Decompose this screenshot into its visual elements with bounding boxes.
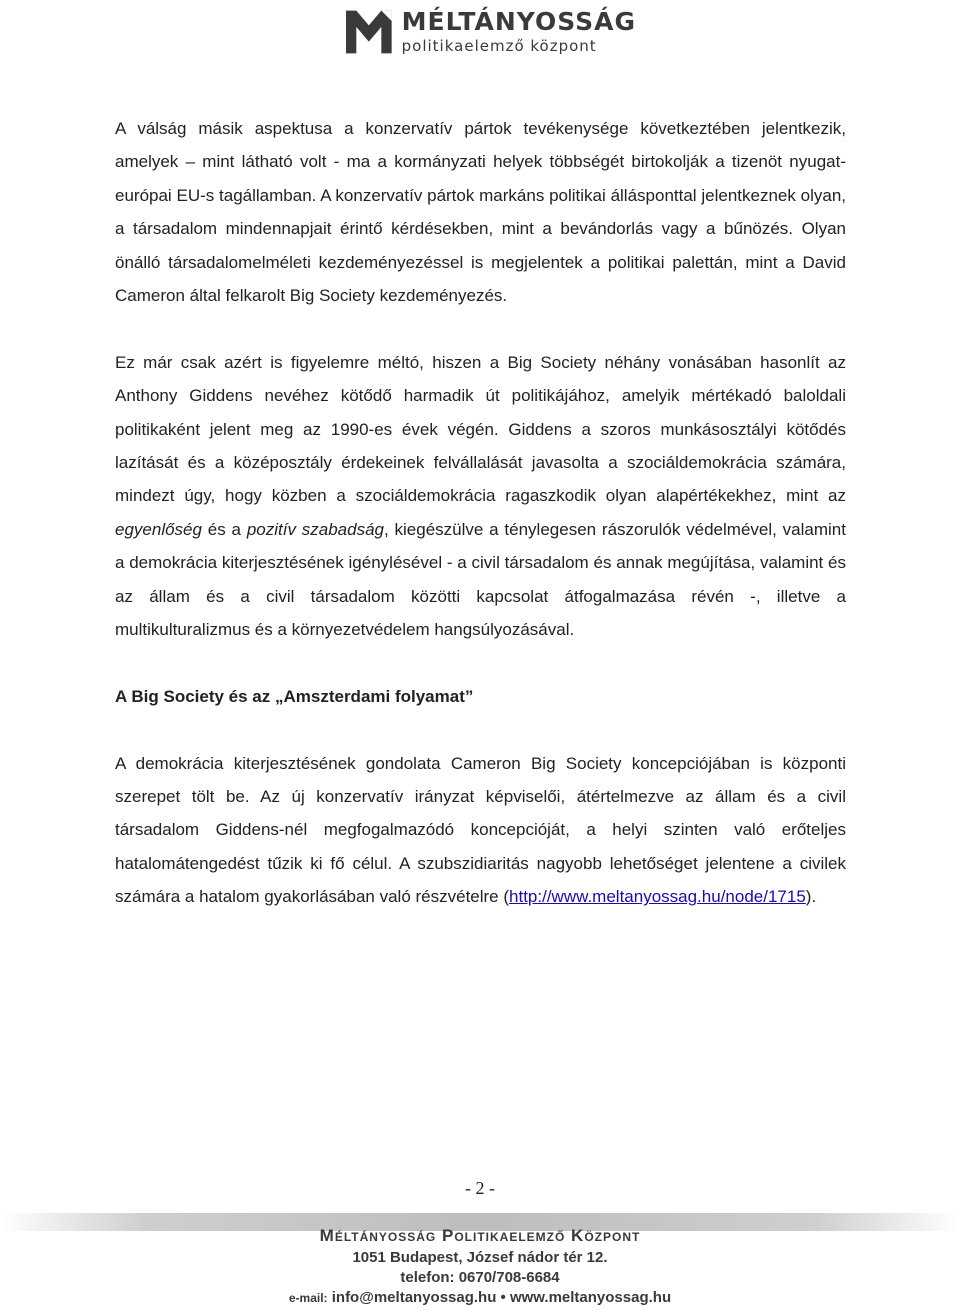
- footer-org-name: Méltányosság Politikaelemző Központ: [319, 1226, 641, 1245]
- paragraph-2-part-b: és a: [201, 519, 247, 539]
- source-link[interactable]: http://www.meltanyossag.hu/node/1715: [509, 887, 806, 907]
- document-body: [115, 112, 846, 947]
- paragraph-1: A válság másik aspektusa a konzervatív pártok tevékenysége következtében jelentkezik, amelyek – mint látható volt - ma a kormányzati helyek többségét birtokolják a tizenöt nyugat-európai EU-s tagállamban. A konzervatív pártok markáns politikai állásponttal jelentkeznek olyan, a társadalom mindennapjait érintő kérdésekben, mint a bevándorlás vagy a bűnözés. Olyan önálló társadalomelméleti kezdeményezéssel is megjelentek a politikai palettán, mint a David Cameron által felkarolt Big Society kezdeményezés.: [115, 119, 846, 306]
- footer: [0, 1224, 960, 1308]
- logo-subtitle: politikaelemző központ: [401, 37, 597, 55]
- header-logo: [346, 2, 636, 62]
- footer-contact-line: [0, 1288, 960, 1308]
- paragraph-2-part-c: , kiegészülve a ténylegesen rászorulók védelmével, valamint a demokrácia kiterjesztésének igénylésével - a civil társadalom és annak megújítása, valamint és az állam és a civil társadalom közötti kapcsolat átfogalmazása révén -, illetve a multikulturalizmus és a környezetvédelem hangsúlyozásával.: [115, 519, 846, 640]
- footer-address: 1051 Budapest, József nádor tér 12.: [352, 1249, 608, 1266]
- paragraph-2-part-a: Ez már csak azért is figyelemre méltó, hiszen a Big Society néhány vonásában hasonlít az Anthony Giddens nevéhez kötődő harmadik út politikájához, amelyik mértékadó baloldali politikaként jelent meg az 1990-es évek végén. Giddens a szoros munkásosztályi kötődés lazítását és a középosztály érdekeinek felvállalását javasolta a szociáldemokrácia számára, mindezt úgy, hogy közben a szociáldemokrácia ragaszkodik olyan alapértékekhez, mint az: [115, 352, 846, 506]
- meltanyossag-logo-icon: [346, 3, 392, 61]
- paragraph-2: [115, 346, 846, 647]
- footer-phone: telefon: 0670/708-6684: [400, 1269, 560, 1286]
- footer-contact: info@meltanyossag.hu • www.meltanyossag.hu: [331, 1289, 672, 1306]
- emphasis-egyenloseg: egyenlőség: [115, 519, 202, 539]
- paragraph-3-part-a: A demokrácia kiterjesztésének gondolata Cameron Big Society koncepciójában is központi szerepet tölt be. Az új konzervatív irányzat képviselői, átértelmezve az állam és a civil társadalom Giddens-nél megfogalmazódó koncepcióját, a helyi szinten való erőteljes hatalomátengedést tűzik ki fő célul. A szubszidiaritás nagyobb lehetőséget jelentene a civilek számára a hatalom gyakorlásában való részvételre (: [115, 753, 846, 907]
- paragraph-3: [115, 747, 846, 914]
- footer-email-label: e-mail:: [288, 1291, 328, 1305]
- emphasis-pozitiv-szabadsag: pozitív szabadság: [246, 519, 384, 539]
- logo-title: MÉLTÁNYOSSÁG: [401, 7, 636, 36]
- page-number: - 2 -: [465, 1178, 495, 1198]
- section-heading: A Big Society és az „Amszterdami folyamat”: [115, 686, 474, 706]
- paragraph-3-part-b: ).: [805, 887, 817, 907]
